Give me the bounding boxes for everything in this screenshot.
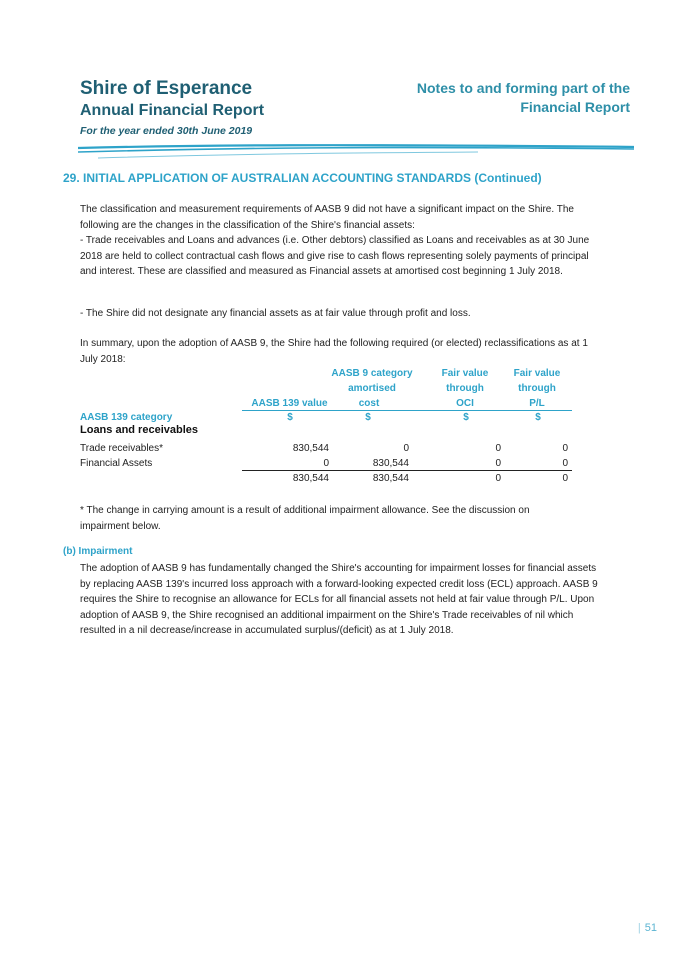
- row-financial-assets-c3: 0: [495, 458, 501, 469]
- col4-currency: $: [535, 412, 541, 423]
- row-trade-receivables-c1: 830,544: [292, 443, 329, 454]
- col3-header-line3: OCI: [456, 398, 474, 409]
- col1-currency: $: [287, 412, 293, 423]
- page-number-value: 51: [644, 922, 657, 934]
- group-label: Loans and receivables: [80, 424, 198, 436]
- row-financial-assets-c1: 0: [323, 458, 329, 469]
- total-c2: 830,544: [372, 473, 409, 484]
- col2-header-line1: AASB 9 category: [331, 368, 413, 379]
- row-trade-receivables-c2: 0: [403, 443, 409, 454]
- total-c4: 0: [562, 473, 568, 484]
- page-number: [638, 922, 657, 934]
- row-trade-receivables-c4: 0: [562, 443, 568, 454]
- col3-header-line2: through: [446, 383, 484, 394]
- page-number-separator: |: [637, 922, 641, 934]
- col1-header: AASB 139 value: [251, 398, 328, 409]
- row-financial-assets-c4: 0: [562, 458, 568, 469]
- section-title: 29. INITIAL APPLICATION OF AUSTRALIAN ACCOUNTING STANDARDS (Continued): [63, 171, 542, 185]
- row-financial-assets-c2: 830,544: [372, 458, 409, 469]
- col2-header-line2: amortised: [348, 383, 396, 394]
- col4-header-line3: P/L: [529, 398, 545, 409]
- col4-header-line2: through: [518, 383, 556, 394]
- designation-paragraph: - The Shire did not designate any financial assets as at fair value through profit and loss.: [80, 308, 471, 319]
- impairment-subheading: (b) Impairment: [63, 546, 133, 557]
- total-rule-top: [242, 470, 572, 471]
- notes-heading-line2: Financial Report: [520, 99, 630, 115]
- total-c3: 0: [495, 473, 501, 484]
- impairment-paragraph: The adoption of AASB 9 has fundamentally changed the Shire's accounting for impairment losses for financial assets by replacing AASB 139's incurred loss approach with a forward-looking expected credit loss (ECL) approach. AASB 9 requires the Shire to recognise an allowance for ECLs for all financial assets not held at fair value through P/L. Upon adoption of AASB 9, the Shire recognised an additional impairment on the Shire's Trade receivables of nil which resulted in a nil decrease/increase in accumulated surplus/(deficit) as at 1 July 2018.: [80, 563, 598, 637]
- report-period: For the year ended 30th June 2019: [80, 125, 253, 137]
- report-title: Annual Financial Report: [80, 102, 265, 119]
- col2-currency: $: [365, 412, 371, 423]
- row-financial-assets-label: Financial Assets: [80, 458, 153, 469]
- header-swoosh-divider: [78, 140, 634, 164]
- col4-header-line1: Fair value: [513, 368, 561, 379]
- col2-header-line3: cost: [358, 398, 380, 409]
- row-trade-receivables-c3: 0: [495, 443, 501, 454]
- classification-paragraph: The classification and measurement requirements of AASB 9 did not have a significant impact on the Shire. The following are the changes in the classification of the Shire's financial assets: - Trade receivables and Loans and advances (i.e. Other debtors) classified as Loans and receivables as at 30 June 2018 are held to collect contractual cash flows and give rise to cash flows representing solely payments of principal and interest. These are classified and measured as Financial assets at amortised cost beginning 1 July 2018.: [80, 204, 590, 278]
- organisation-title: Shire of Esperance: [80, 78, 253, 99]
- col3-header-line1: Fair value: [441, 368, 489, 379]
- summary-paragraph: In summary, upon the adoption of AASB 9, the Shire had the following required (or elected) reclassifications as at 1 July 2018:: [80, 338, 588, 365]
- category-label: AASB 139 category: [80, 412, 173, 423]
- total-c1: 830,544: [292, 473, 329, 484]
- footnote-paragraph: * The change in carrying amount is a result of additional impairment allowance. See the discussion on impairment below.: [80, 505, 530, 532]
- notes-heading: [417, 79, 630, 117]
- col3-currency: $: [463, 412, 469, 423]
- row-trade-receivables-label: Trade receivables*: [80, 443, 164, 454]
- notes-heading-line1: Notes to and forming part of the: [416, 80, 630, 96]
